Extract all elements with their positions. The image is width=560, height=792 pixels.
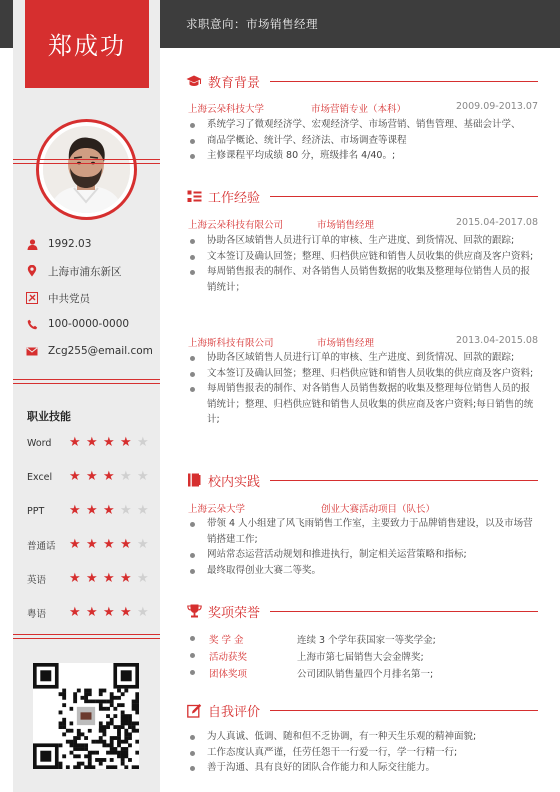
skills-heading: 职业技能	[27, 410, 71, 423]
star-icon: ★	[69, 503, 81, 518]
section-rule	[270, 710, 538, 711]
star-icon: ★	[137, 571, 149, 586]
award-label: 活动获奖	[209, 651, 248, 663]
trophy-icon	[186, 603, 202, 619]
major: 市场营销专业（本科）	[311, 104, 407, 115]
list-item: 系统学习了微观经济学、宏观经济学、市场营销、销售管理、基础会计学、	[188, 117, 538, 133]
campus-project: 创业大赛活动项目（队长）	[321, 504, 436, 515]
self-eval-section-header	[186, 700, 538, 720]
party-emblem-icon	[26, 292, 38, 304]
job-duties	[188, 350, 538, 428]
awards-section-header	[186, 601, 538, 621]
education-title: 教育背景	[208, 75, 261, 91]
award-label: 团体奖项	[209, 668, 248, 680]
info-politics	[26, 290, 90, 306]
profile-photo	[43, 126, 130, 213]
star-icon: ★	[103, 469, 115, 484]
star-icon: ★	[120, 605, 132, 620]
skill-row	[27, 436, 154, 450]
star-icon: ★	[86, 571, 98, 586]
education-section-header	[186, 71, 538, 91]
candidate-name: 郑成功	[48, 32, 126, 60]
star-icon: ★	[103, 605, 115, 620]
star-icon: ★	[120, 571, 132, 586]
job-period: 2015.04-2017.08	[456, 217, 538, 228]
sidebar-divider	[13, 638, 160, 639]
education-entry	[188, 101, 538, 114]
book-icon	[186, 472, 202, 488]
award-text: 公司团队销售量四个月排名第一;	[297, 668, 434, 680]
star-rating	[69, 504, 154, 518]
skill-name: 英语	[27, 575, 47, 586]
info-email	[26, 343, 153, 359]
list-item: 最终取得创业大赛二等奖。	[188, 563, 538, 579]
star-icon: ★	[137, 469, 149, 484]
list-item: 文本签订及确认回签；整理、归档供应链和销售人员收集的供应商及客户资料;	[188, 249, 538, 265]
award-label: 奖 学 金	[209, 634, 244, 646]
award-item	[188, 648, 538, 663]
sidebar-divider	[13, 163, 160, 164]
info-phone	[26, 316, 129, 332]
phone-number: 100-0000-0000	[48, 318, 130, 330]
sidebar-divider	[13, 634, 160, 635]
info-birth	[26, 236, 91, 252]
star-icon: ★	[103, 571, 115, 586]
award-text: 连续 3 个学年获国家一等奖学金;	[297, 634, 436, 646]
location-pin-icon	[26, 265, 38, 277]
political-status: 中共党员	[48, 292, 90, 305]
list-item: 文本签订及确认回签；整理、归档供应链和销售人员收集的供应商及客户资料;	[188, 366, 538, 382]
star-icon: ★	[103, 435, 115, 450]
graduation-cap-icon	[186, 73, 202, 89]
campus-entry	[188, 501, 538, 514]
list-item: 善于沟通、具有良好的团队合作能力和人际交往能力。	[188, 760, 538, 776]
skill-row	[27, 470, 154, 484]
job-duties	[188, 233, 538, 295]
star-icon: ★	[69, 537, 81, 552]
list-item: 协助各区域销售人员进行订单的审核、生产进度、到货情况、回款的跟踪;	[188, 350, 538, 366]
job-role: 市场销售经理	[317, 338, 375, 349]
star-icon: ★	[137, 435, 149, 450]
skill-row	[27, 572, 154, 586]
skill-row	[27, 606, 154, 620]
sidebar-divider	[13, 383, 160, 384]
campus-details	[188, 516, 538, 578]
list-item: 商品学概论、统计学、经济法、市场调查等课程	[188, 133, 538, 149]
school-name: 上海云朵科技大学	[188, 104, 265, 115]
star-icon: ★	[103, 503, 115, 518]
list-item: 工作态度认真严谨，任劳任怨干一行爱一行，学一行精一行;	[188, 745, 538, 761]
star-icon: ★	[137, 503, 149, 518]
job-role: 市场销售经理	[317, 220, 375, 231]
bullet-dot	[190, 636, 195, 641]
awards-title: 奖项荣誉	[208, 605, 261, 621]
skill-name: PPT	[27, 505, 45, 517]
sidebar-divider	[13, 159, 160, 160]
star-icon: ★	[69, 469, 81, 484]
skill-name: 普通话	[27, 541, 56, 552]
list-item: 为人真诚、低调、随和但不乏协调，有一种天生乐观的精神面貌;	[188, 729, 538, 745]
star-rating	[69, 538, 154, 552]
list-item: 每周销售报表的制作、对各销售人员销售数据的收集及整理每位销售人员的报销统计；整理、归档供应链和销售人员收集的供应商及客户资料;每日销售的统计;	[188, 381, 538, 428]
company-name: 上海云朵科技有限公司	[188, 220, 284, 231]
list-item: 网站常态运营活动规划和推进执行，制定相关运营策略和指标;	[188, 547, 538, 563]
location: 上海市浦东新区	[48, 265, 122, 278]
email-icon	[26, 345, 38, 357]
star-rating	[69, 606, 154, 620]
job-entry	[188, 217, 538, 230]
star-icon: ★	[120, 435, 132, 450]
star-icon: ★	[137, 605, 149, 620]
star-icon: ★	[120, 537, 132, 552]
email-address: Zcg255@email.com	[48, 345, 153, 357]
star-icon: ★	[69, 571, 81, 586]
person-icon	[26, 238, 38, 250]
job-period: 2013.04-2015.08	[456, 335, 538, 346]
work-title: 工作经验	[208, 190, 261, 206]
section-rule	[270, 611, 538, 612]
briefcase-list-icon	[186, 188, 202, 204]
bullet-dot	[190, 670, 195, 675]
skill-name: 粤语	[27, 609, 47, 620]
self-eval-title: 自我评价	[208, 704, 261, 720]
section-rule	[270, 196, 538, 197]
phone-icon	[26, 318, 38, 330]
star-icon: ★	[86, 435, 98, 450]
qr-code	[33, 663, 139, 769]
skill-name: Word	[27, 437, 52, 449]
profile-photo-frame	[36, 119, 137, 220]
list-item: 协助各区域销售人员进行订单的审核、生产进度、到货情况、回款的跟踪;	[188, 233, 538, 249]
list-item: 带领 4 人小组建了风飞雨销售工作室，主要致力于品牌销售建设，以及市场营销搭建工作;	[188, 516, 538, 547]
edit-pencil-icon	[186, 702, 202, 718]
education-details	[188, 117, 538, 164]
skill-name: Excel	[27, 471, 53, 483]
star-icon: ★	[137, 537, 149, 552]
job-entry	[188, 335, 538, 348]
birth-date: 1992.03	[48, 238, 92, 250]
section-rule	[270, 480, 538, 481]
star-icon: ★	[120, 469, 132, 484]
star-rating	[69, 470, 154, 484]
award-text: 上海市第七届销售大会金牌奖;	[297, 651, 424, 663]
campus-org: 上海云朵大学	[188, 504, 246, 515]
company-name: 上海斯科技有限公司	[188, 338, 274, 349]
star-rating	[69, 436, 154, 450]
star-icon: ★	[86, 469, 98, 484]
star-icon: ★	[69, 435, 81, 450]
skill-row	[27, 504, 154, 518]
work-section-header	[186, 186, 538, 206]
campus-section-header	[186, 470, 538, 490]
list-item: 主修课程平均成绩 80 分，班级排名 4/40。;	[188, 148, 538, 164]
award-item	[188, 631, 538, 646]
star-icon: ★	[69, 605, 81, 620]
star-icon: ★	[103, 537, 115, 552]
star-icon: ★	[86, 605, 98, 620]
star-icon: ★	[86, 503, 98, 518]
award-item	[188, 665, 538, 680]
self-eval-list	[188, 729, 538, 776]
star-icon: ★	[120, 503, 132, 518]
section-rule	[270, 81, 538, 82]
star-rating	[69, 572, 154, 586]
job-objective: 求职意向：市场销售经理	[186, 17, 318, 31]
education-period: 2009.09-2013.07	[456, 101, 538, 112]
sidebar-divider	[13, 379, 160, 380]
campus-title: 校内实践	[208, 474, 261, 490]
star-icon: ★	[86, 537, 98, 552]
list-item: 每周销售报表的制作、对各销售人员销售数据的收集及整理每位销售人员的报销统计；	[188, 264, 538, 295]
name-banner	[25, 0, 149, 88]
info-location	[26, 263, 122, 279]
bullet-dot	[190, 653, 195, 658]
skill-row	[27, 538, 154, 552]
